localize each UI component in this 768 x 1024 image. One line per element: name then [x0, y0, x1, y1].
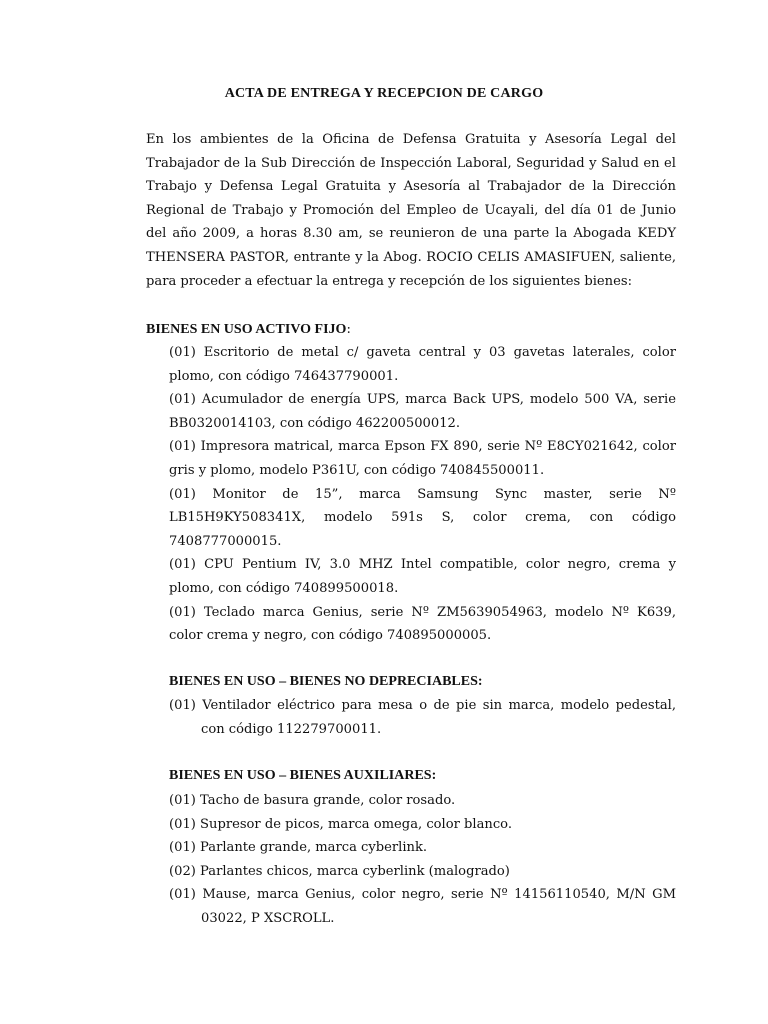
- list-item: (01) Ventilador eléctrico para mesa o de pie sin marca, modelo pedestal, con código 112279700011.: [169, 698, 676, 737]
- no-depreciables-list: [169, 694, 676, 741]
- section-auxiliares-heading: BIENES EN USO – BIENES AUXILIARES:: [169, 768, 437, 783]
- list-item: (01) Escritorio de metal c/ gaveta central y 03 gavetas laterales, color plomo, con código 746437790001.: [169, 345, 676, 384]
- section-heading-colon: :: [346, 322, 351, 337]
- section-heading-text: BIENES EN USO ACTIVO FIJO: [146, 322, 347, 337]
- activo-fijo-list: [169, 341, 676, 648]
- list-item: (01) Parlante grande, marca cyberlink.: [169, 840, 428, 856]
- list-item: (01) Teclado marca Genius, serie Nº ZM5639054963, modelo Nº K639, color crema y negro, con código 740895000005.: [169, 604, 676, 644]
- section-activo-fijo-heading: [146, 318, 676, 342]
- intro-paragraph: En los ambientes de la Oficina de Defensa Gratuita y Asesoría Legal del Trabajador de la Sub Dirección de Inspección Laboral, Seguridad y Salud en el Trabajo y Defensa Legal Gratuita y Asesoría al Trabajador de la Dirección Regional de Trabajo y Promoción del Empleo de Ucayali, del día 01 de Junio del año 2009, a horas 8.30 am, se reunieron de una parte la Abogada KEDY THENSERA PASTOR, entrante y la Abog. ROCIO CELIS AMASIFUEN, saliente, para proceder a efectuar la entrega y recepción de los siguientes bienes:: [146, 132, 676, 289]
- list-item: (01) Impresora matrical, marca Epson FX 890, serie Nº E8CY021642, color gris y plomo, modelo P361U, con código 740845500011.: [169, 439, 676, 478]
- list-item: (01) Acumulador de energía UPS, marca Back UPS, modelo 500 VA, serie BB0320014103, con código 462200500012.: [169, 392, 676, 431]
- list-item: (01) Supresor de picos, marca omega, color blanco.: [169, 816, 512, 832]
- list-item: (01) Monitor de 15”, marca Samsung Sync master, serie Nº LB15H9KY508341X, modelo 591s S, color crema, con código 7408777000015.: [169, 486, 676, 549]
- document-title: ACTA DE ENTREGA Y RECEPCION DE CARGO: [224, 86, 544, 101]
- list-item: (01) Mause, marca Genius, color negro, serie Nº 14156110540, M/N GM 03022, P XSCROLL.: [169, 887, 676, 926]
- list-item: (01) Tacho de basura grande, color rosado.: [169, 793, 456, 808]
- list-item: (01) CPU Pentium IV, 3.0 MHZ Intel compatible, color negro, crema y plomo, con código 740899500018.: [169, 557, 676, 596]
- list-item: (02) Parlantes chicos, marca cyberlink (malogrado): [169, 863, 510, 879]
- auxiliares-list: [169, 789, 676, 931]
- section-no-depreciables-heading: BIENES EN USO – BIENES NO DEPRECIABLES:: [169, 674, 483, 689]
